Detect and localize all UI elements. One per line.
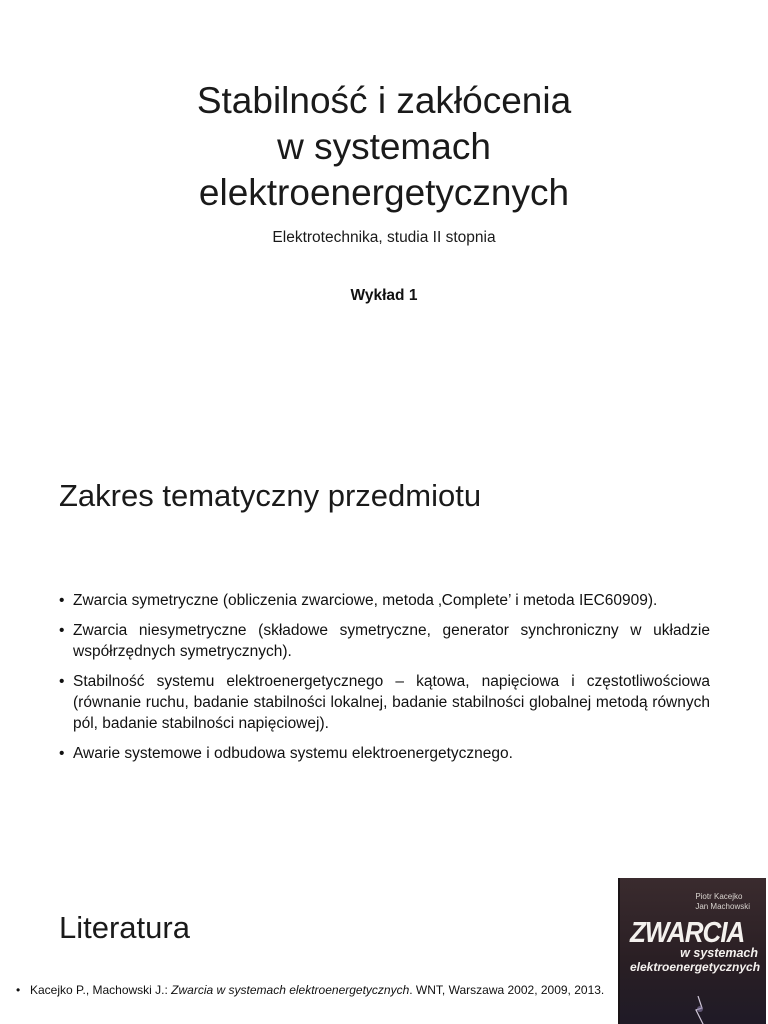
book-cover-title — [630, 915, 764, 974]
bullet-icon: • — [59, 622, 65, 639]
book-cover-title-line-2: w systemach — [680, 946, 758, 960]
title-slide — [0, 0, 768, 440]
scope-list-item — [59, 743, 710, 764]
scope-item-text: Stabilność systemu elektroenergetycznego – kątowa, napięciowa i częstotliwościowa (równanie ruchu, badanie stabilności lokalnej, badanie stabilności globalnej metodą równych pól, badanie stabilności napięciowej). — [73, 673, 710, 732]
scope-slide — [0, 440, 768, 840]
book-cover-author-2: Jan Machowski — [695, 902, 750, 911]
presentation-title — [0, 78, 768, 216]
book-cover-author-1: Piotr Kacejko — [695, 892, 743, 901]
book-cover-title-line-3: elektroenergetycznych — [630, 960, 761, 974]
book-cover-authors — [695, 892, 750, 912]
lecture-number: Wykład 1 — [350, 287, 418, 304]
bullet-icon: • — [59, 592, 65, 609]
reference-authors: Kacejko P., Machowski J.: — [30, 983, 172, 997]
reference-text — [16, 983, 616, 998]
scope-item-text: Awarie systemowe i odbudowa systemu elektroenergetycznego. — [73, 745, 513, 762]
scope-list-item — [59, 590, 710, 611]
title-line-2: w systemach — [277, 126, 491, 167]
scope-list-item — [59, 620, 710, 662]
book-cover-image — [618, 878, 766, 1024]
literature-slide — [0, 840, 768, 1024]
reference-title: Zwarcia w systemach elektroenergetycznych — [171, 983, 410, 997]
reference-item — [16, 983, 616, 998]
bullet-icon: • — [59, 673, 65, 690]
presentation-subtitle: Elektrotechnika, studia II stopnia — [272, 229, 496, 246]
bullet-icon: • — [16, 983, 21, 997]
scope-item-text: Zwarcia niesymetryczne (składowe symetryczne, generator synchroniczny w układzie współrzędnych symetrycznych). — [73, 622, 710, 660]
scope-item-text: Zwarcia symetryczne (obliczenia zwarciowe, metoda ‚Complete’ i metoda IEC60909). — [73, 592, 658, 609]
scope-list — [59, 590, 710, 773]
scope-list-item — [59, 671, 710, 734]
lightning-spark-icon — [660, 996, 740, 1024]
title-line-3: elektroenergetycznych — [198, 172, 570, 213]
scope-heading: Zakres tematyczny przedmiotu — [59, 478, 482, 513]
bullet-icon: • — [59, 745, 65, 762]
reference-publisher: . WNT, Warszawa 2002, 2009, 2013. — [409, 983, 605, 997]
title-line-1: Stabilność i zakłócenia — [196, 80, 572, 121]
book-cover-title-line-1: ZWARCIA — [630, 915, 745, 949]
literature-heading: Literatura — [59, 910, 190, 945]
